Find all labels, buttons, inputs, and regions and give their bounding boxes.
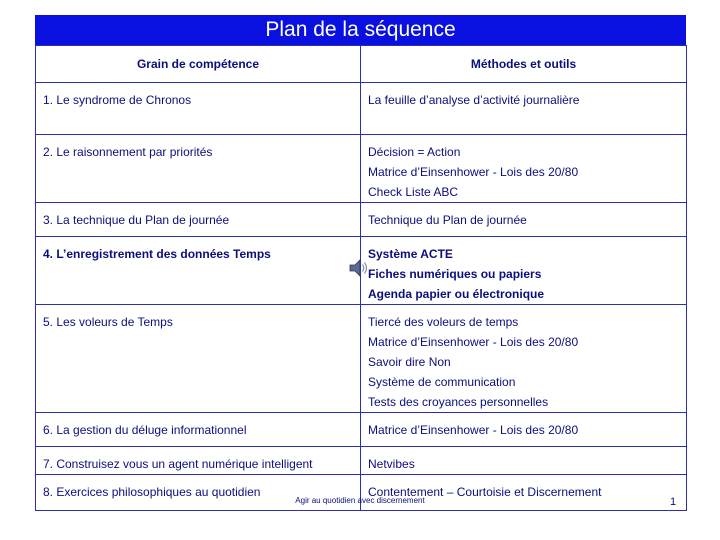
row-skill: 6. La gestion du déluge informationnel	[36, 413, 361, 447]
method-item: Contentement – Courtoisie et Discernement	[368, 485, 602, 499]
row-skill: 3. La technique du Plan de journée	[36, 203, 361, 237]
method-item: Savoir dire Non	[368, 355, 451, 369]
table-header-row	[36, 46, 687, 83]
method-item: Agenda papier ou électronique	[368, 287, 545, 301]
method-item: Système ACTE	[368, 247, 453, 261]
row-methods	[361, 413, 687, 447]
row-methods	[361, 237, 687, 305]
slide-title: Plan de la séquence	[35, 15, 686, 45]
row-skill: 4. L’enregistrement des données Temps	[36, 237, 361, 305]
table-row	[36, 413, 687, 447]
method-item: La feuille d’analyse d’activité journalière	[368, 93, 580, 107]
method-item: Technique du Plan de journée	[368, 213, 527, 227]
header-skill: Grain de compétence	[36, 46, 361, 83]
table-row	[36, 203, 687, 237]
row-skill: 5. Les voleurs de Temps	[36, 305, 361, 413]
table-row	[36, 475, 687, 511]
method-item: Tiercé des voleurs de temps	[368, 315, 519, 329]
method-item: Système de communication	[368, 375, 516, 389]
slide-footer: Agir au quotidien avec discernement	[295, 496, 425, 505]
table-row	[36, 83, 687, 135]
row-skill: 7. Construisez vous un agent numérique intelligent	[36, 447, 361, 475]
method-item: Fiches numériques ou papiers	[368, 267, 542, 281]
method-item: Décision = Action	[368, 145, 461, 159]
row-methods	[361, 135, 687, 203]
row-skill: 1. Le syndrome de Chronos	[36, 83, 361, 135]
speaker-icon[interactable]	[347, 256, 371, 280]
header-methods: Méthodes et outils	[361, 46, 687, 83]
row-methods	[361, 447, 687, 475]
table-row	[36, 135, 687, 203]
row-methods	[361, 305, 687, 413]
method-item: Matrice d’Einsenhower - Lois des 20/80	[368, 165, 579, 179]
table-row	[36, 447, 687, 475]
row-skill: 2. Le raisonnement par priorités	[36, 135, 361, 203]
row-methods	[361, 83, 687, 135]
method-item: Check Liste ABC	[368, 185, 459, 199]
method-item: Matrice d’Einsenhower - Lois des 20/80	[368, 423, 579, 437]
table-row	[36, 305, 687, 413]
method-item: Tests des croyances personnelles	[368, 395, 549, 409]
method-item: Netvibes	[368, 457, 415, 471]
row-skill: 8. Exercices philosophiques au quotidien	[36, 475, 361, 511]
row-methods	[361, 475, 687, 511]
page-number: 1	[670, 496, 677, 508]
row-methods	[361, 203, 687, 237]
method-item: Matrice d’Einsenhower - Lois des 20/80	[368, 335, 579, 349]
